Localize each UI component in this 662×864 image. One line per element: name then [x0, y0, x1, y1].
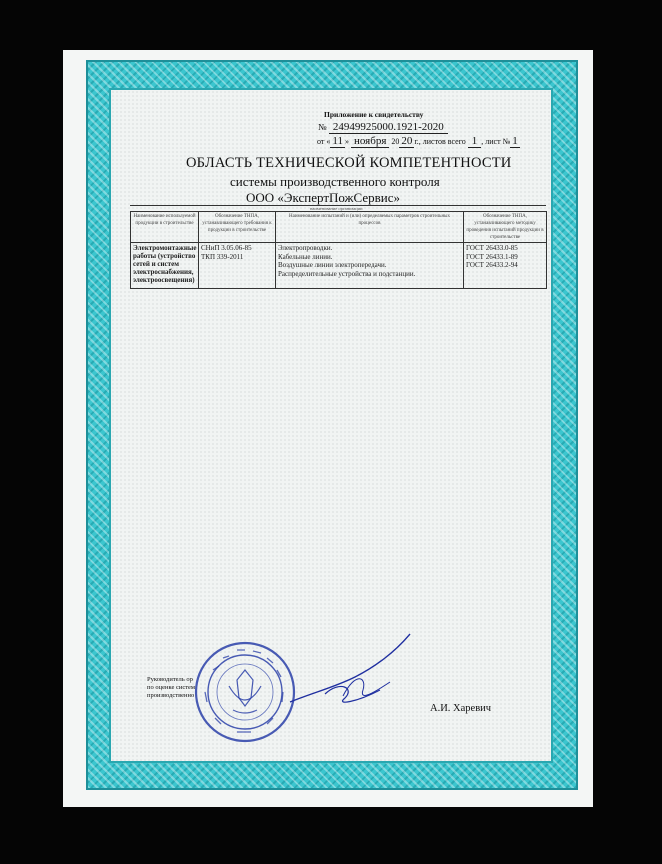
tests-cell	[276, 243, 464, 289]
certificate-number-line	[318, 121, 448, 133]
document-title: ОБЛАСТЬ ТЕХНИЧЕСКОЙ КОМПЕТЕНТНОСТИ	[186, 155, 512, 171]
test-item: Кабельные линии.	[278, 252, 333, 261]
official-stamp-icon	[193, 640, 297, 744]
methods-cell	[464, 243, 547, 289]
year-suffix: 20	[401, 135, 413, 147]
sheets-total-label: г., листов всего	[414, 137, 466, 146]
annex-label: Приложение к свидетельству	[324, 110, 424, 119]
column-header: Наименование испытаний и (или) определяемых параметров строительных процессов	[276, 212, 464, 243]
column-header: Обозначение ТНПА, устанавливающего требования к продукции в строительстве	[199, 212, 276, 243]
position-title	[147, 676, 195, 700]
method-item: ГОСТ 26433.1-89	[466, 252, 518, 261]
sheets-total: 1	[468, 135, 482, 148]
test-item: Распределительные устройства и подстанции.	[278, 269, 416, 278]
method-item: ГОСТ 26433.0-85	[466, 244, 518, 252]
test-item: Воздушные линии электропередачи.	[278, 261, 387, 269]
table-row	[131, 243, 547, 289]
date-day: 11	[332, 135, 343, 147]
organization-caption: наименование организации	[310, 206, 363, 211]
product-cell: Электромонтажные работы (устройство сетей и систем электроснабжения, электроосвещения)	[131, 243, 199, 289]
date-month: ноября	[351, 135, 389, 148]
date-line	[317, 135, 520, 147]
method-item: ГОСТ 26433.2-94	[466, 261, 518, 269]
competence-table	[130, 211, 547, 289]
document-subtitle: системы производственного контроля	[230, 174, 440, 189]
table-header-row	[131, 212, 547, 243]
tnpa-item: ТКП 339-2011	[201, 252, 244, 261]
column-header: Обозначение ТНПА, устанавливающего методику проведения испытаний продукции в строительстве	[464, 212, 547, 243]
position-line: производственно	[147, 692, 195, 699]
test-item: Электропроводки.	[278, 244, 333, 252]
number-prefix: №	[318, 122, 327, 132]
signature-icon	[285, 632, 415, 717]
signatory-name: А.И. Харевич	[430, 703, 492, 714]
tnpa-item: СНиП 3.05.06-85	[201, 244, 252, 252]
tnpa-cell	[199, 243, 276, 289]
position-line: Руководитель ор	[147, 676, 193, 683]
sheet-number: 1	[512, 135, 518, 147]
sheet-label: , лист №	[481, 137, 511, 146]
organization-name: ООО «ЭкспертПожСервис»	[246, 190, 401, 205]
certificate-number: 24949925000.1921-2020	[329, 121, 448, 134]
column-header: Наименование используемой продукции в строительстве	[131, 212, 199, 243]
date-quote: »	[344, 137, 349, 146]
date-from-label: от «	[317, 137, 331, 146]
year-prefix: 20	[391, 137, 400, 146]
position-line: по оценке систем	[147, 684, 196, 691]
